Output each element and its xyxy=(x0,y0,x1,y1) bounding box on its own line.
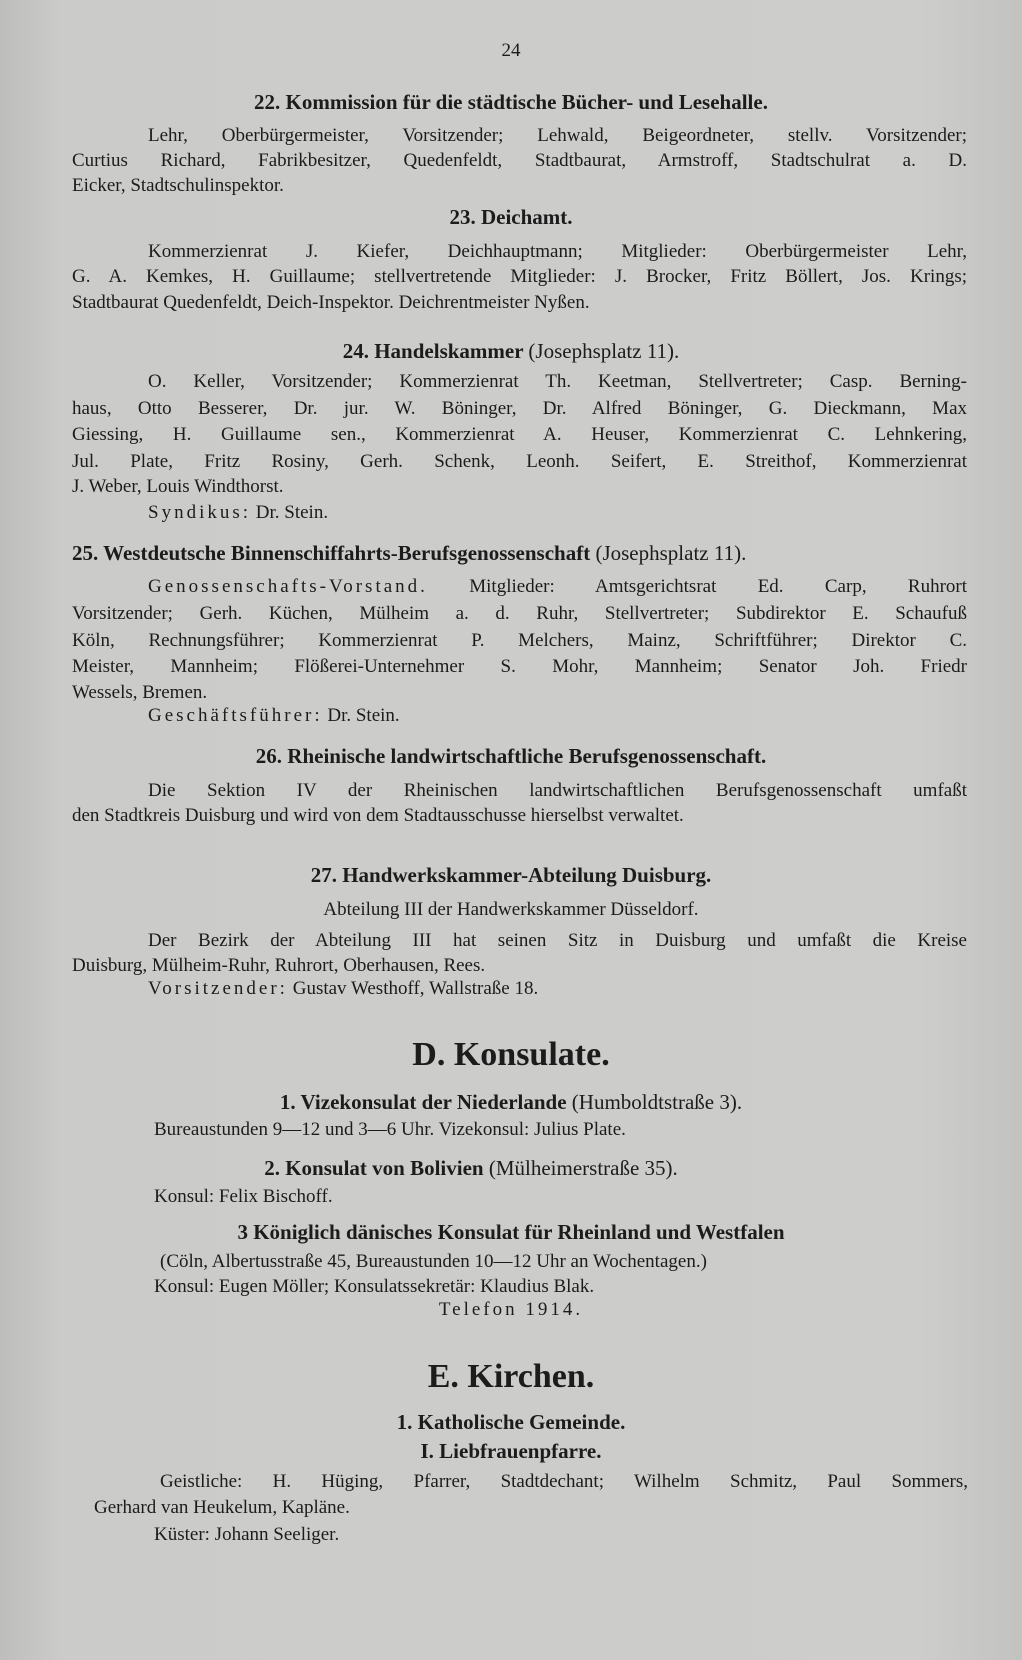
section-25-line: Vorsitzender; Gerh. Küchen, Mülheim a. d. Ruhr, Stellvertreter; Subdirektor E. Schaufuß xyxy=(72,603,967,624)
section-22-line: Curtius Richard, Fabrikbesitzer, Quedenfeldt, Stadtbaurat, Armstroff, Stadtschulrat a. D. xyxy=(72,150,967,171)
section-26-heading: 26. Rheinische landwirtschaftliche Berufsgenossenschaft. xyxy=(255,744,767,768)
section-24-heading xyxy=(0,338,1022,364)
section-22-line: Eicker, Stadtschulinspektor. xyxy=(72,175,284,196)
vors-value: Gustav Westhoff, Wallstraße 18. xyxy=(292,978,539,999)
gf-line xyxy=(148,703,400,729)
vorstand-label: Genossenschafts-Vorstand. xyxy=(148,576,428,597)
syndikus-line xyxy=(148,500,328,526)
section-25-line: Meister, Mannheim; Flößerei-Unternehmer S. Mohr, Mannheim; Senator Joh. Friedr xyxy=(72,656,967,677)
section-23-heading: 23. Deichamt. xyxy=(449,205,573,229)
consulate-3-line: Konsul: Eugen Möller; Konsulatssekretär: Klaudius Blak. xyxy=(154,1276,595,1297)
section-23-line: G. A. Kemkes, H. Guillaume; stellvertretende Mitglieder: J. Brocker, Fritz Böllert, Jos. Krings; xyxy=(72,266,967,287)
kuester-line: Küster: Johann Seeliger. xyxy=(154,1524,340,1545)
section-27-heading: 27. Handwerkskammer-Abteilung Duisburg. xyxy=(310,863,712,887)
gf-value: Dr. Stein. xyxy=(327,705,400,726)
section-22-line: Lehr, Oberbürgermeister, Vorsitzender; Lehwald, Beigeordneter, stellv. Vorsitzender; xyxy=(148,125,967,146)
section-24-line: Giessing, H. Guillaume sen., Kommerzienrat A. Heuser, Kommerzienrat C. Lehnkering, xyxy=(72,424,967,445)
section-25-line: Köln, Rechnungsführer; Kommerzienrat P. Melchers, Mainz, Schriftführer; Direktor C. xyxy=(72,630,967,651)
parish-heading: I. Liebfrauenpfarre. xyxy=(420,1439,602,1463)
consulate-2-heading xyxy=(0,1155,982,1181)
heading-text: 1. Vizekonsulat der Niederlande xyxy=(279,1090,567,1114)
section-26-line: den Stadtkreis Duisburg und wird von dem Stadtausschusse hierselbst verwaltet. xyxy=(72,805,684,826)
syndikus-label: Syndikus: xyxy=(148,502,252,523)
vors-label: Vorsitzender: xyxy=(148,978,288,999)
page-number: 24 xyxy=(501,40,521,61)
consulate-1-heading xyxy=(0,1089,1022,1115)
heading-address: (Josephsplatz 11). xyxy=(528,339,680,363)
heading-address: (Mülheimerstraße 35). xyxy=(488,1156,678,1180)
consulate-2-line: Konsul: Felix Bischoff. xyxy=(154,1186,333,1207)
consulate-1-line: Bureaustunden 9—12 und 3—6 Uhr. Vizekonsul: Julius Plate. xyxy=(154,1119,626,1140)
section-23-line: Stadtbaurat Quedenfeldt, Deich-Inspektor. Deichrentmeister Nyßen. xyxy=(72,292,590,313)
consulate-3-address: (Cöln, Albertusstraße 45, Bureaustunden 10—12 Uhr an Wochentagen.) xyxy=(160,1251,707,1272)
clergy-line: Geistliche: H. Hüging, Pfarrer, Stadtdechant; Wilhelm Schmitz, Paul Sommers, xyxy=(160,1471,968,1492)
gf-label: Geschäftsführer: xyxy=(148,705,323,726)
section-25-line: Wessels, Bremen. xyxy=(72,682,208,703)
section-27-subheading: Abteilung III der Handwerkskammer Düsseldorf. xyxy=(323,899,699,920)
section-22-heading: 22. Kommission für die städtische Bücher- und Lesehalle. xyxy=(254,90,768,114)
section-d-title: D. Konsulate. xyxy=(412,1036,610,1073)
members-text: Mitglieder: Amtsgerichtsrat Ed. Carp, Ruhrort xyxy=(469,576,967,597)
consulate-3-heading: 3 Königlich dänisches Konsulat für Rheinland und Westfalen xyxy=(237,1220,785,1244)
vorsitzender-line xyxy=(148,976,538,1002)
section-27-line: Der Bezirk der Abteilung III hat seinen Sitz in Duisburg und umfaßt die Kreise xyxy=(148,930,967,951)
heading-address: (Josephsplatz 11). xyxy=(595,541,747,565)
section-27-line: Duisburg, Mülheim-Ruhr, Ruhrort, Oberhausen, Rees. xyxy=(72,955,486,976)
section-24-line: O. Keller, Vorsitzender; Kommerzienrat Th. Keetman, Stellvertreter; Casp. Berning- xyxy=(148,371,967,392)
section-24-line: Jul. Plate, Fritz Rosiny, Gerh. Schenk, Leonh. Seifert, E. Streithof, Kommerzienrat xyxy=(72,451,967,472)
heading-text: 2. Konsulat von Bolivien xyxy=(264,1156,484,1180)
section-24-line: haus, Otto Besserer, Dr. jur. W. Böninger, Dr. Alfred Böninger, G. Dieckmann, Max xyxy=(72,398,967,419)
section-26-line: Die Sektion IV der Rheinischen landwirtschaftlichen Berufsgenossenschaft umfaßt xyxy=(148,780,967,801)
section-e-title: E. Kirchen. xyxy=(427,1358,595,1395)
consulate-3-telefon: Telefon 1914. xyxy=(438,1299,584,1320)
heading-address: (Humboldtstraße 3). xyxy=(571,1090,743,1114)
section-23-line: Kommerzienrat J. Kiefer, Deichhauptmann; Mitglieder: Oberbürgermeister Lehr, xyxy=(148,241,967,262)
section-e-subheading: 1. Katholische Gemeinde. xyxy=(396,1410,626,1434)
heading-text: 24. Handelskammer xyxy=(342,339,524,363)
syndikus-value: Dr. Stein. xyxy=(255,502,329,523)
clergy-line: Gerhard van Heukelum, Kapläne. xyxy=(94,1497,350,1518)
section-25-line xyxy=(148,574,967,600)
section-25-heading xyxy=(72,540,967,566)
heading-text: 25. Westdeutsche Binnenschiffahrts-Berufsgenossenschaft xyxy=(72,541,591,565)
section-24-line: J. Weber, Louis Windthorst. xyxy=(72,476,284,497)
